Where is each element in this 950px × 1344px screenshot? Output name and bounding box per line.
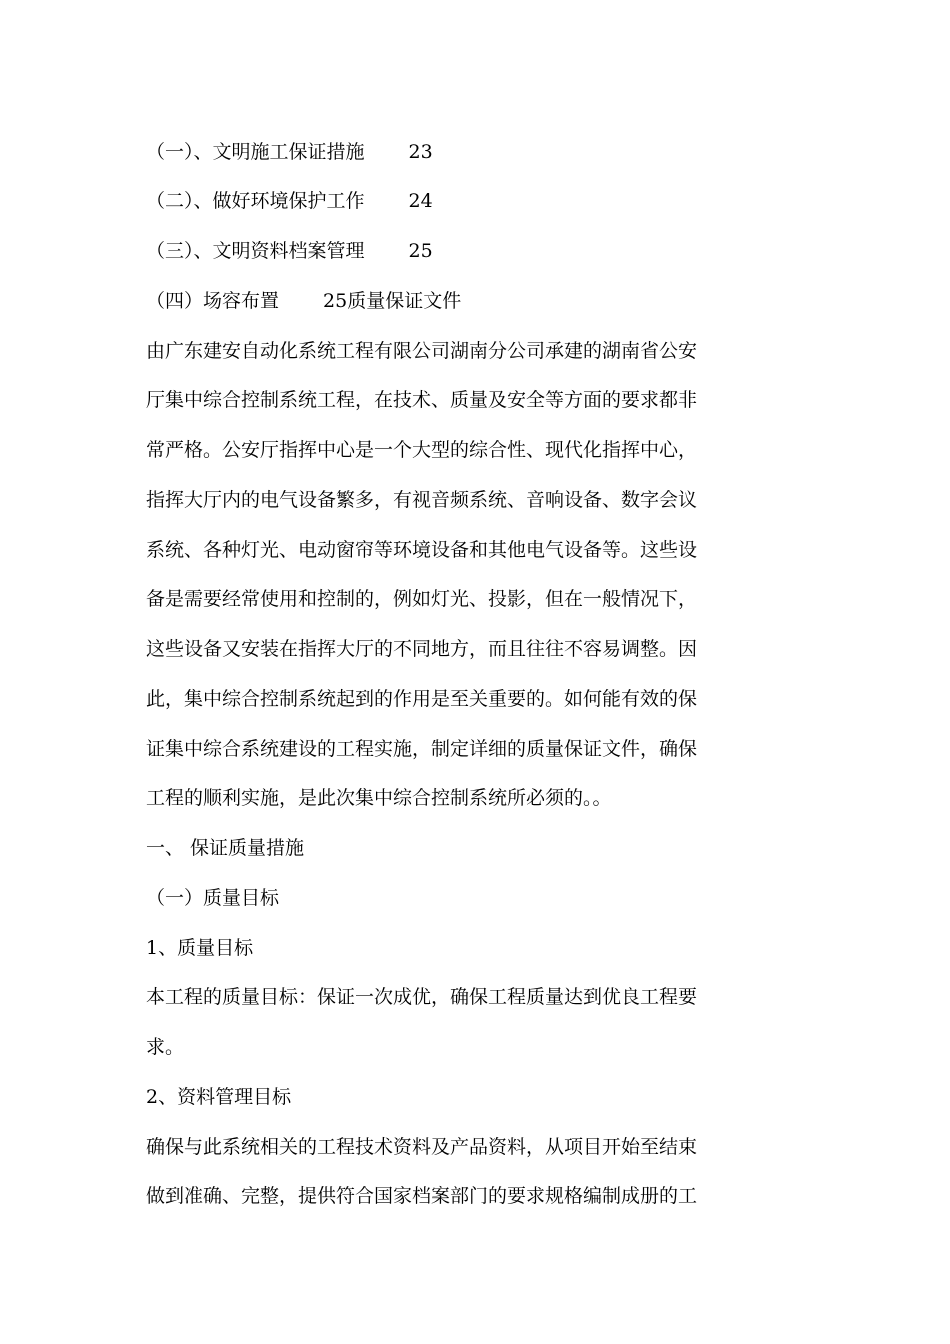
toc-line-1: （一）、文明施工保证措施 23 (146, 141, 433, 163)
intro-line-5: 系统、各种灯光、电动窗帘等环境设备和其他电气设备等。这些设 (146, 539, 698, 561)
intro-line-4: 指挥大厅内的电气设备繁多，有视音频系统、音响设备、数字会议 (146, 489, 698, 511)
intro-line-3: 常严格。公安厅指挥中心是一个大型的综合性、现代化指挥中心， (146, 439, 698, 461)
toc-line-2: （二）、做好环境保护工作 24 (146, 190, 433, 212)
intro-line-2: 厅集中综合控制系统工程，在技术、质量及安全等方面的要求都非 (146, 389, 698, 411)
intro-line-8: 此，集中综合控制系统起到的作用是至关重要的。如何能有效的保 (146, 688, 698, 710)
item-text-1-line-2: 求。 (146, 1036, 185, 1058)
item-text-2-line-2: 做到准确、完整，提供符合国家档案部门的要求规格编制成册的工 (146, 1185, 698, 1207)
item-text-2-line-1: 确保与此系统相关的工程技术资料及产品资料，从项目开始至结束 (146, 1136, 698, 1158)
subsection-heading: （一）质量目标 (146, 887, 280, 909)
item-heading-2: 2、资料管理目标 (146, 1086, 292, 1108)
intro-line-9: 证集中综合系统建设的工程实施，制定详细的质量保证文件，确保 (146, 738, 698, 760)
intro-line-10: 工程的顺利实施，是此次集中综合控制系统所必须的。。 (146, 787, 612, 809)
section-heading: 一、 保证质量措施 (146, 837, 305, 859)
intro-line-1: 由广东建安自动化系统工程有限公司湖南分公司承建的湖南省公安 (146, 340, 698, 362)
item-heading-1: 1、质量目标 (146, 937, 254, 959)
item-text-1-line-1: 本工程的质量目标：保证一次成优，确保工程质量达到优良工程要 (146, 986, 698, 1008)
intro-line-7: 这些设备又安装在指挥大厅的不同地方，而且往往不容易调整。因 (146, 638, 698, 660)
toc-line-3: （三）、文明资料档案管理 25 (146, 240, 433, 262)
toc-line-4: （四）场容布置 25质量保证文件 (146, 290, 462, 312)
intro-line-6: 备是需要经常使用和控制的，例如灯光、投影，但在一般情况下， (146, 588, 698, 610)
